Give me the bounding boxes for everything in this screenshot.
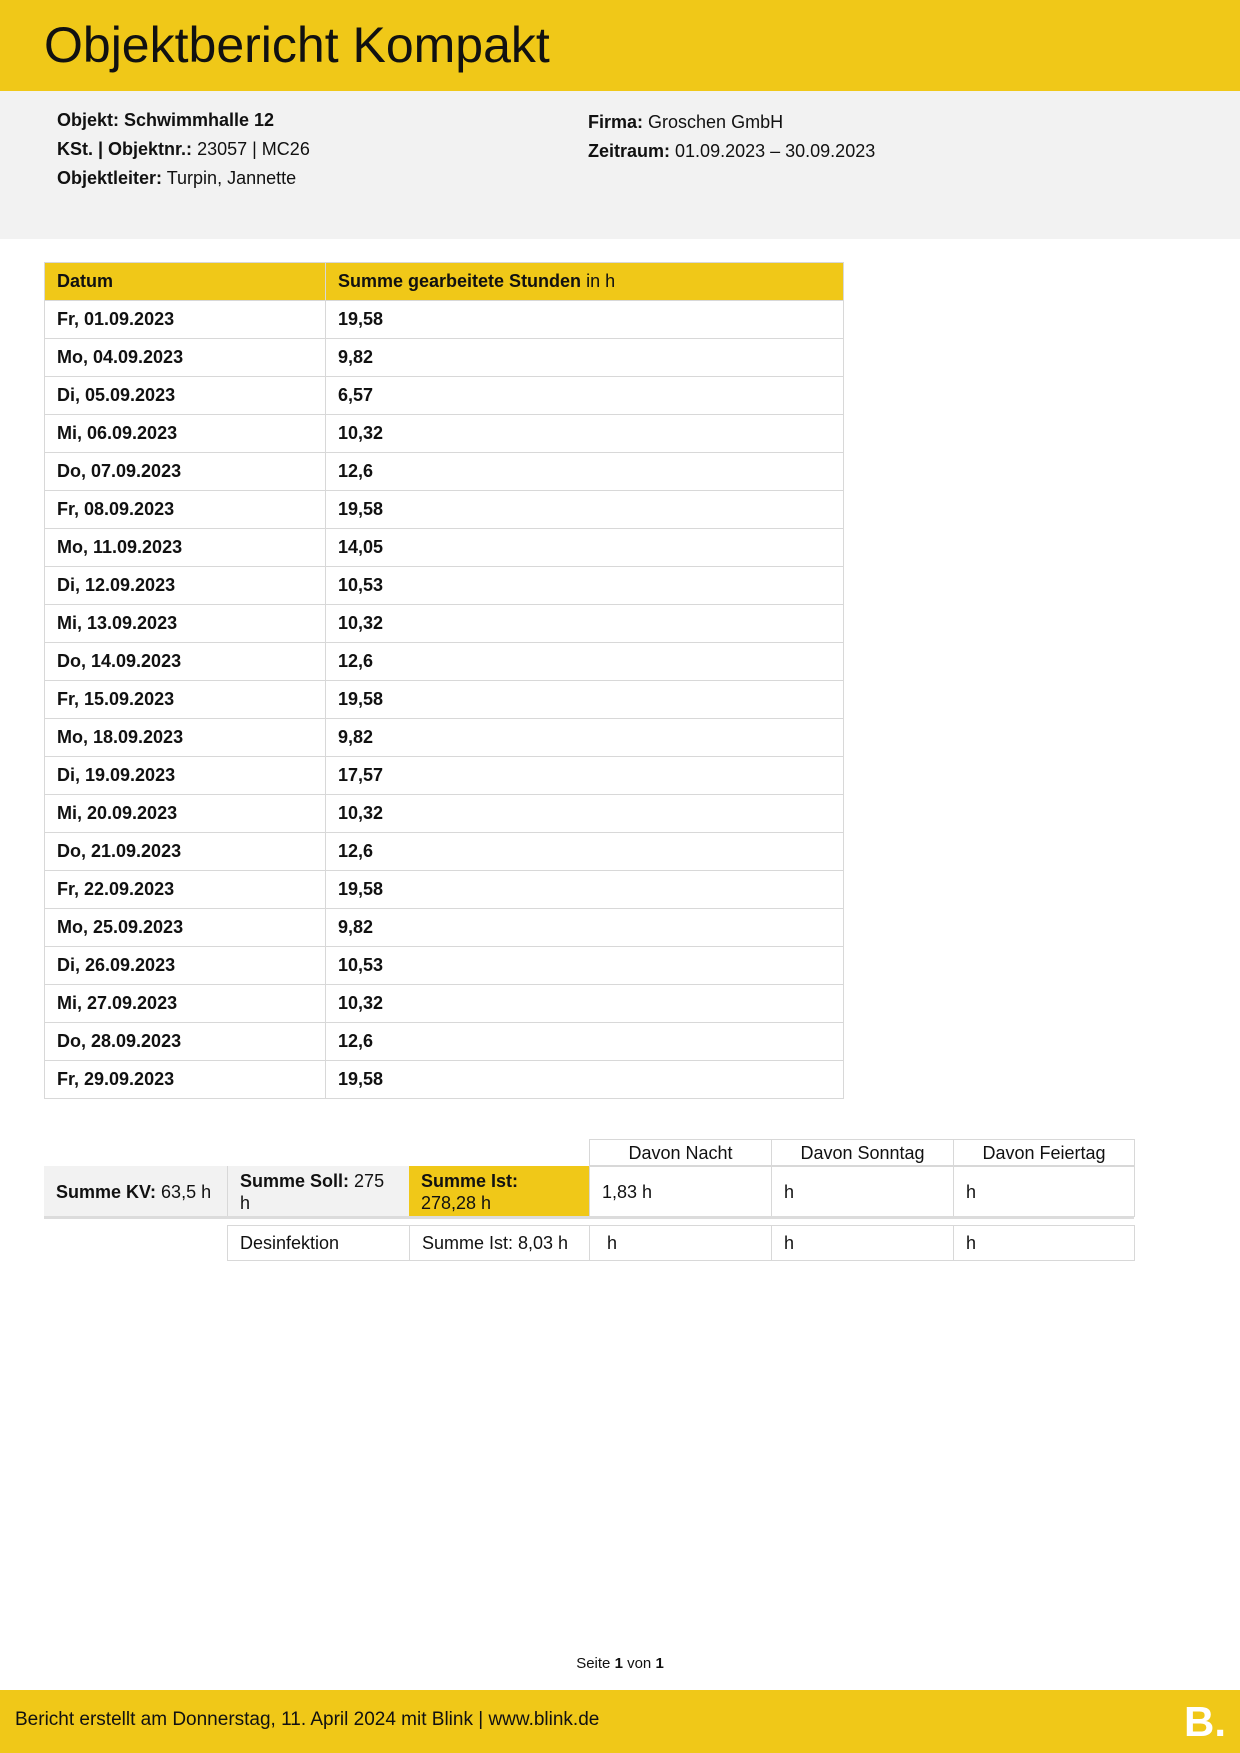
table-row <box>45 681 844 719</box>
table-header-row <box>45 263 844 301</box>
sonntag-value: h <box>771 1166 954 1217</box>
soll-label: Summe Soll: <box>240 1170 350 1191</box>
nacht-value: 1,83 h <box>589 1166 772 1217</box>
kv-value: 63,5 h <box>161 1181 212 1202</box>
zeitraum-label: Zeitraum: <box>588 141 671 161</box>
table-row <box>45 757 844 795</box>
table-row <box>45 1061 844 1099</box>
objekt-line <box>57 108 274 132</box>
table-row <box>45 301 844 339</box>
page-current: 1 <box>614 1655 623 1672</box>
row-hours: 12,6 <box>326 833 844 871</box>
hdr-feiertag: Davon Feiertag <box>953 1139 1135 1166</box>
info-panel <box>0 91 1240 239</box>
table-row <box>45 377 844 415</box>
row-hours: 10,32 <box>326 605 844 643</box>
row-hours: 12,6 <box>326 643 844 681</box>
row-hours: 14,05 <box>326 529 844 567</box>
col-summe-label: Summe gearbeitete Stunden <box>338 271 582 291</box>
row-date: Fr, 01.09.2023 <box>45 301 326 339</box>
row-date: Mo, 18.09.2023 <box>45 719 326 757</box>
row-date: Do, 21.09.2023 <box>45 833 326 871</box>
firma-label: Firma: <box>588 112 644 132</box>
ist-label: Summe Ist: <box>421 1170 519 1191</box>
row-date: Mo, 04.09.2023 <box>45 339 326 377</box>
row-hours: 19,58 <box>326 491 844 529</box>
row-date: Di, 19.09.2023 <box>45 757 326 795</box>
summe-soll <box>227 1166 409 1217</box>
row-hours: 10,32 <box>326 415 844 453</box>
sub-ist: Summe Ist: 8,03 h <box>409 1225 590 1261</box>
row-hours: 10,53 <box>326 947 844 985</box>
table-row <box>45 415 844 453</box>
blink-logo: B. <box>1184 1698 1226 1745</box>
row-hours: 9,82 <box>326 719 844 757</box>
page-title: Objektbericht Kompakt <box>44 17 550 73</box>
table-row <box>45 871 844 909</box>
page-prefix: Seite <box>576 1655 611 1672</box>
table-row <box>45 719 844 757</box>
sub-name: Desinfektion <box>227 1225 410 1261</box>
row-date: Fr, 08.09.2023 <box>45 491 326 529</box>
row-date: Di, 12.09.2023 <box>45 567 326 605</box>
table-row <box>45 605 844 643</box>
row-date: Mi, 20.09.2023 <box>45 795 326 833</box>
table-row <box>45 529 844 567</box>
row-hours: 10,32 <box>326 795 844 833</box>
table-row <box>45 567 844 605</box>
table-row <box>45 453 844 491</box>
table-row <box>45 1023 844 1061</box>
row-date: Mi, 27.09.2023 <box>45 985 326 1023</box>
row-date: Do, 28.09.2023 <box>45 1023 326 1061</box>
row-hours: 12,6 <box>326 1023 844 1061</box>
row-hours: 17,57 <box>326 757 844 795</box>
summe-kv <box>44 1166 227 1217</box>
page-sep: von <box>627 1655 652 1672</box>
summe-ist <box>409 1166 589 1217</box>
table-row <box>45 339 844 377</box>
row-hours: 10,53 <box>326 567 844 605</box>
row-date: Di, 26.09.2023 <box>45 947 326 985</box>
table-row <box>45 643 844 681</box>
table-row <box>45 909 844 947</box>
kst-line <box>57 137 310 161</box>
summary-divider <box>44 1216 1134 1219</box>
row-hours: 6,57 <box>326 377 844 415</box>
objekt-label: Objekt: Schwimmhalle 12 <box>57 110 275 130</box>
row-hours: 9,82 <box>326 339 844 377</box>
row-date: Do, 07.09.2023 <box>45 453 326 491</box>
row-date: Di, 05.09.2023 <box>45 377 326 415</box>
row-date: Mo, 11.09.2023 <box>45 529 326 567</box>
row-hours: 10,32 <box>326 985 844 1023</box>
soll-value: 275 h <box>240 1170 385 1213</box>
row-date: Do, 14.09.2023 <box>45 643 326 681</box>
row-hours: 9,82 <box>326 909 844 947</box>
leiter-line <box>57 166 296 190</box>
firma-value: Groschen GmbH <box>648 112 784 132</box>
kv-label: Summe KV: <box>56 1181 157 1202</box>
kst-label: KSt. | Objektnr.: <box>57 139 193 159</box>
col-summe <box>326 263 844 301</box>
page-number <box>0 1655 1240 1672</box>
row-date: Fr, 15.09.2023 <box>45 681 326 719</box>
sub-nacht: h <box>589 1225 772 1261</box>
leiter-label: Objektleiter: <box>57 168 163 188</box>
table-row <box>45 833 844 871</box>
col-datum: Datum <box>45 263 326 301</box>
hdr-nacht: Davon Nacht <box>589 1139 772 1166</box>
hours-table-body <box>45 301 844 1099</box>
table-row <box>45 491 844 529</box>
row-hours: 19,58 <box>326 301 844 339</box>
row-date: Mi, 06.09.2023 <box>45 415 326 453</box>
hours-table <box>44 262 844 1099</box>
sub-feiertag: h <box>953 1225 1135 1261</box>
row-hours: 12,6 <box>326 453 844 491</box>
table-row <box>45 795 844 833</box>
row-date: Mo, 25.09.2023 <box>45 909 326 947</box>
kst-value: 23057 | MC26 <box>197 139 310 159</box>
ist-value: 278,28 h <box>421 1192 492 1213</box>
row-date: Fr, 22.09.2023 <box>45 871 326 909</box>
feiertag-value: h <box>953 1166 1135 1217</box>
row-date: Mi, 13.09.2023 <box>45 605 326 643</box>
table-row <box>45 947 844 985</box>
title-bar <box>0 0 1240 91</box>
footer-text: Bericht erstellt am Donnerstag, 11. April 2024 mit Blink | www.blink.de <box>15 1709 600 1730</box>
table-row <box>45 985 844 1023</box>
hdr-sonntag: Davon Sonntag <box>771 1139 954 1166</box>
row-date: Fr, 29.09.2023 <box>45 1061 326 1099</box>
firma-line <box>588 110 783 134</box>
row-hours: 19,58 <box>326 1061 844 1099</box>
leiter-value: Turpin, Jannette <box>166 168 297 188</box>
footer <box>0 1690 1240 1753</box>
col-summe-unit: in h <box>586 271 616 291</box>
page-total: 1 <box>655 1655 664 1672</box>
row-hours: 19,58 <box>326 871 844 909</box>
zeitraum-line <box>588 139 875 163</box>
row-hours: 19,58 <box>326 681 844 719</box>
sub-sonntag: h <box>771 1225 954 1261</box>
zeitraum-value: 01.09.2023 – 30.09.2023 <box>675 141 876 161</box>
